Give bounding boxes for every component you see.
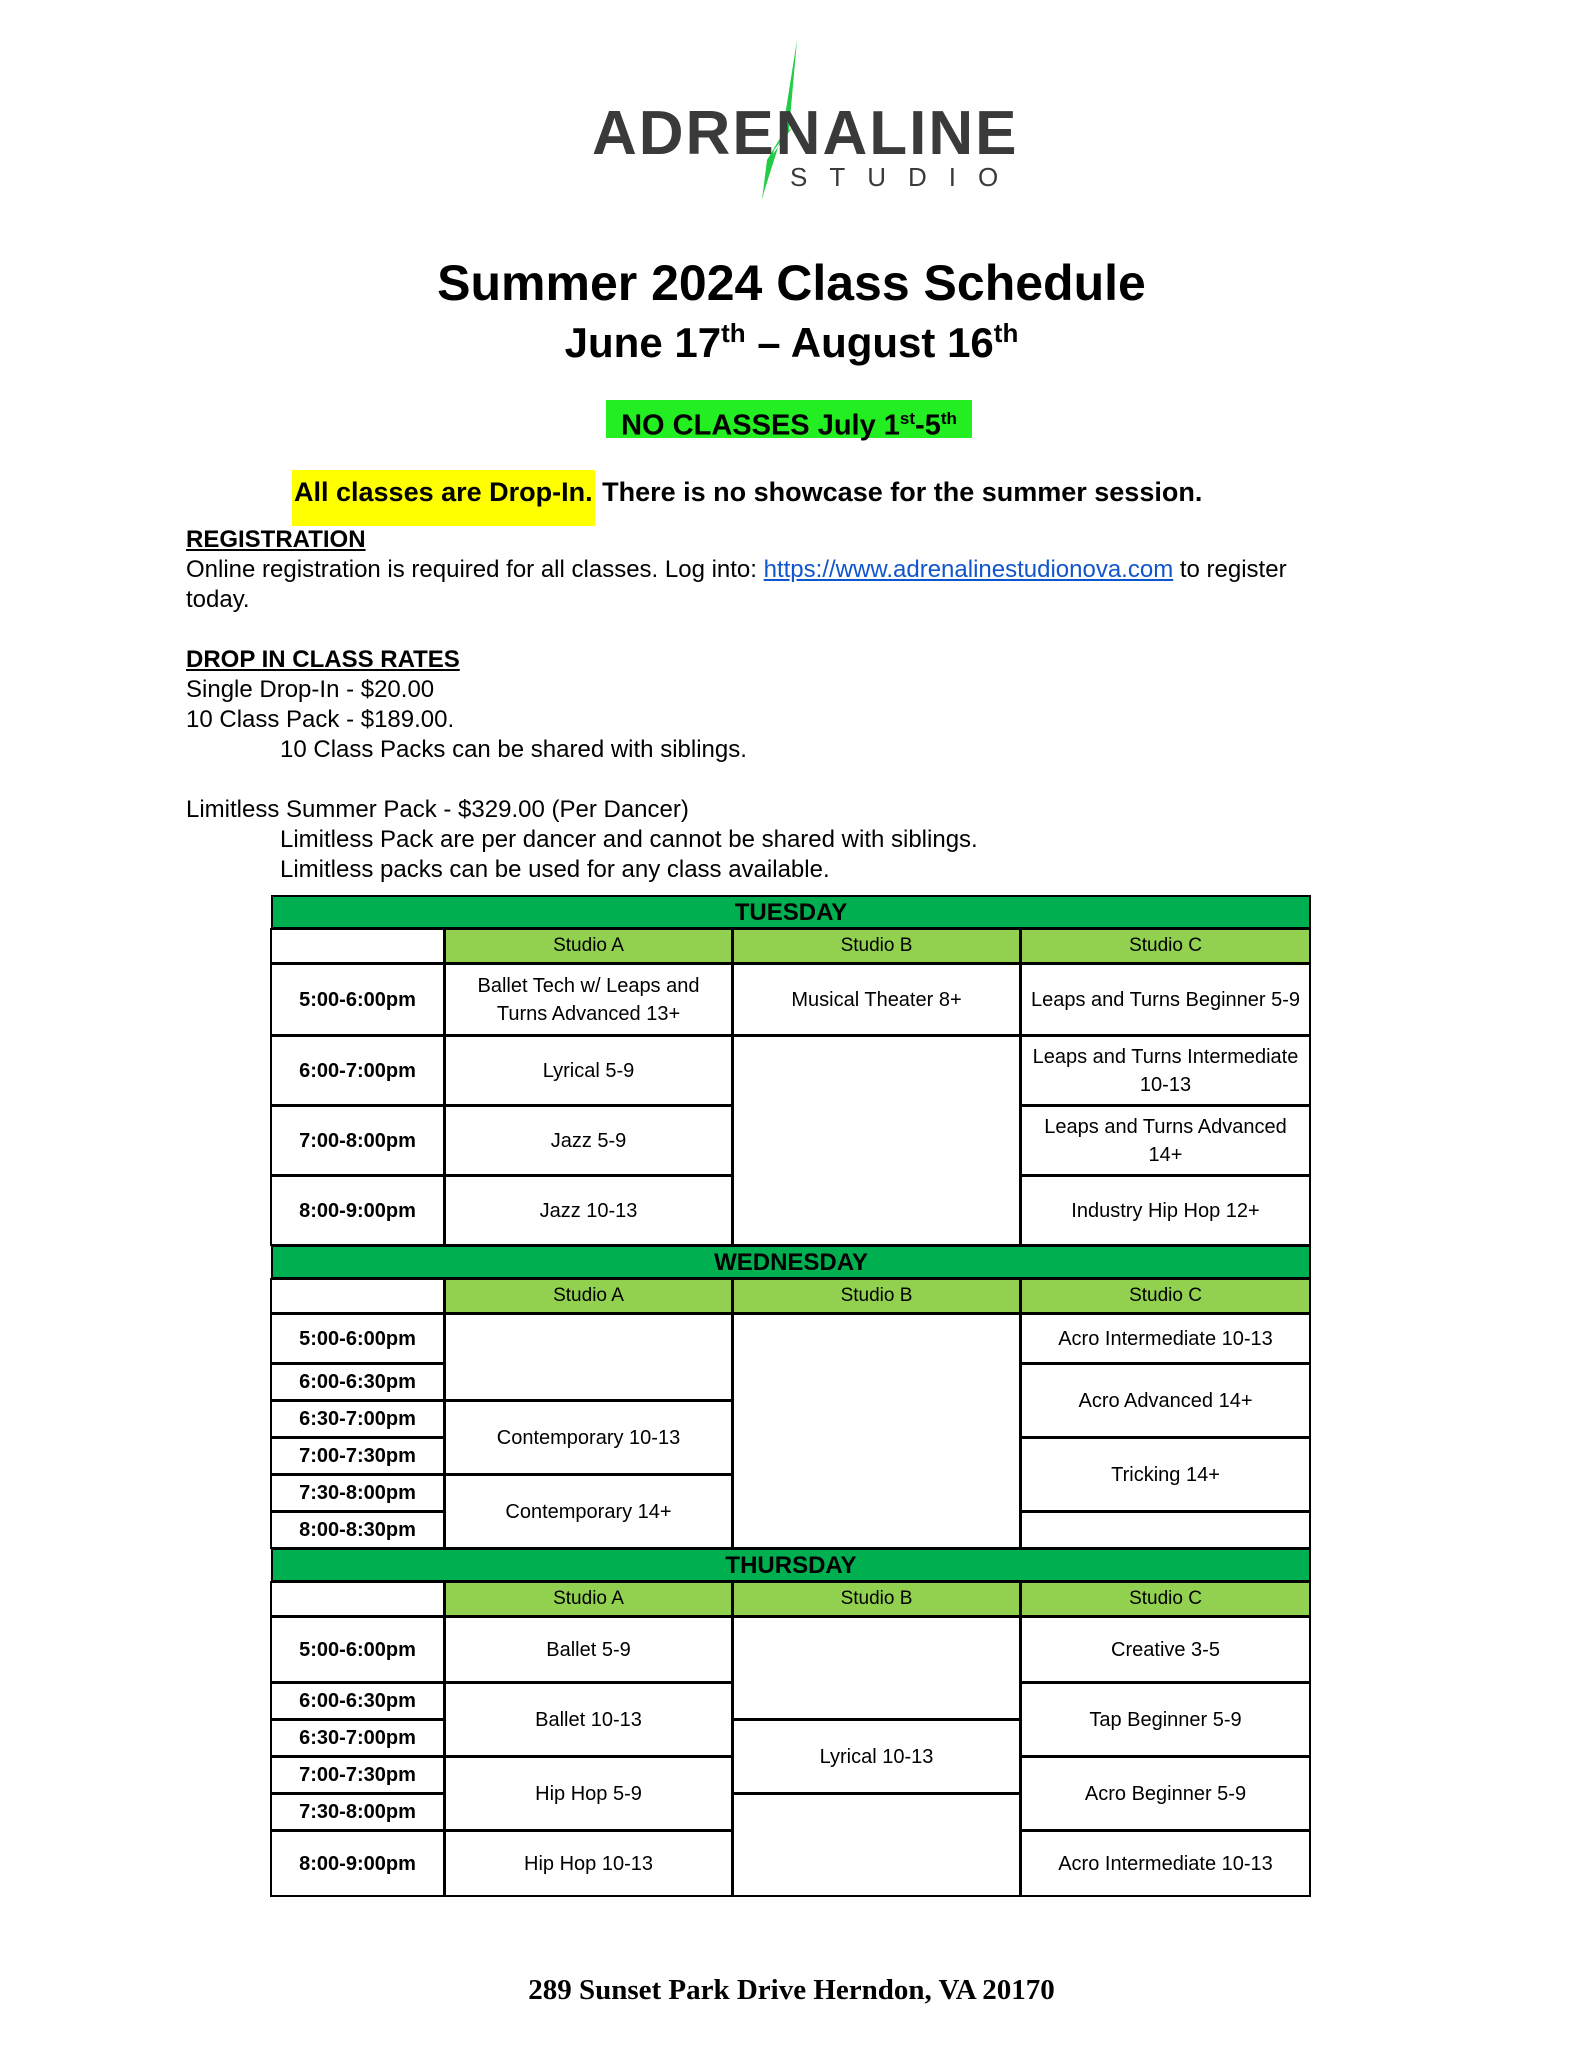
pack-rate: 10 Class Pack - $189.00. [186,706,455,733]
studio-c-header: Studio C [1020,928,1311,964]
studio-a-header: Studio A [444,1581,733,1617]
class-cell: Ballet 10-13 [444,1682,733,1757]
website-link[interactable]: https://www.adrenalinestudionova.com [763,556,1174,583]
footer-address: 289 Sunset Park Drive Herndon, VA 20170 [528,1974,1055,2006]
time-slot: 5:00-6:00pm [270,1616,445,1683]
limitless-note-2: Limitless packs can be used for any class available. [280,856,830,883]
class-cell: Lyrical 5-9 [444,1035,733,1106]
empty-cell [732,1616,1021,1720]
thursday-grid [271,1617,1311,1897]
time-slot: 7:00-8:00pm [270,1105,445,1176]
empty-cell [732,1313,1021,1549]
time-slot: 8:00-9:00pm [270,1830,445,1897]
time-slot: 5:00-6:00pm [270,1313,445,1364]
schedule-table [271,895,1311,1897]
class-cell: Tap Beginner 5-9 [1020,1682,1311,1757]
rates-section [186,645,978,885]
class-cell: Jazz 5-9 [444,1105,733,1176]
class-cell: Acro Intermediate 10-13 [1020,1313,1311,1364]
class-cell: Acro Beginner 5-9 [1020,1756,1311,1831]
studio-header-row [271,1582,1311,1617]
studio-a-header: Studio A [444,928,733,964]
time-slot: 7:30-8:00pm [270,1474,445,1512]
time-slot: 6:00-7:00pm [270,1035,445,1106]
class-cell: Acro Intermediate 10-13 [1020,1830,1311,1897]
time-slot: 6:30-7:00pm [270,1719,445,1757]
day-header-tuesday: TUESDAY [271,895,1311,929]
wednesday-grid [271,1314,1311,1549]
registration-heading: REGISTRATION [186,526,366,553]
empty-cell [444,1313,733,1401]
class-cell: Hip Hop 5-9 [444,1756,733,1831]
class-cell: Tricking 14+ [1020,1437,1311,1512]
studio-b-header: Studio B [732,1278,1021,1314]
day-header-thursday: THURSDAY [271,1548,1311,1582]
studio-c-header: Studio C [1020,1581,1311,1617]
day-header-wednesday: WEDNESDAY [271,1245,1311,1279]
class-cell: Contemporary 10-13 [444,1400,733,1475]
single-rate: Single Drop-In - $20.00 [186,676,435,703]
class-cell: Leaps and Turns Advanced 14+ [1020,1105,1311,1176]
tuesday-grid [271,964,1311,1246]
rates-heading: DROP IN CLASS RATES [186,646,460,673]
time-slot: 7:00-7:30pm [270,1756,445,1794]
time-slot: 6:30-7:00pm [270,1400,445,1438]
time-slot: 6:00-6:30pm [270,1682,445,1720]
class-cell: Jazz 10-13 [444,1175,733,1246]
empty-cell [732,1793,1021,1897]
page-title: Summer 2024 Class Schedule [437,255,1146,311]
time-slot: 8:00-8:30pm [270,1511,445,1549]
class-cell: Leaps and Turns Intermediate 10-13 [1020,1035,1311,1106]
class-cell: Leaps and Turns Beginner 5-9 [1020,963,1311,1036]
limitless-rate: Limitless Summer Pack - $329.00 (Per Dancer) [186,796,689,823]
studio-b-header: Studio B [732,1581,1021,1617]
logo-subtitle: STUDIO [790,162,1021,192]
studio-b-header: Studio B [732,928,1021,964]
studio-header-row [271,929,1311,964]
dropin-highlight: All classes are Drop-In. [292,470,595,526]
studio-logo [592,40,1021,215]
studio-c-header: Studio C [1020,1278,1311,1314]
pack-note: 10 Class Packs can be shared with siblings. [280,736,747,763]
time-slot: 5:00-6:00pm [270,963,445,1036]
registration-section: REGISTRATION Online registration is required for all classes. Log into: https://www.adrenalinestudionova.com to register today. [186,526,1287,613]
class-cell: Musical Theater 8+ [732,963,1021,1036]
dropin-notice: All classes are Drop-In. There is no showcase for the summer session. [292,470,1202,526]
time-slot: 8:00-9:00pm [270,1175,445,1246]
class-cell: Lyrical 10-13 [732,1719,1021,1794]
logo-brand: ADRENALINE [592,99,1019,168]
class-cell: Ballet Tech w/ Leaps and Turns Advanced 13+ [444,963,733,1036]
class-cell: Acro Advanced 14+ [1020,1363,1311,1438]
studio-header-row [271,1279,1311,1314]
studio-a-header: Studio A [444,1278,733,1314]
class-cell: Hip Hop 10-13 [444,1830,733,1897]
no-classes-notice: NO CLASSES July 1st-5th [606,400,972,438]
limitless-note-1: Limitless Pack are per dancer and cannot be shared with siblings. [280,826,978,853]
class-cell: Contemporary 14+ [444,1474,733,1549]
class-cell: Creative 3-5 [1020,1616,1311,1683]
time-slot: 7:00-7:30pm [270,1437,445,1475]
class-cell: Industry Hip Hop 12+ [1020,1175,1311,1246]
date-range: June 17th – August 16th [564,318,1019,366]
class-cell: Ballet 5-9 [444,1616,733,1683]
empty-cell [732,1035,1021,1246]
empty-cell [1020,1511,1311,1549]
time-slot: 6:00-6:30pm [270,1363,445,1401]
time-slot: 7:30-8:00pm [270,1793,445,1831]
